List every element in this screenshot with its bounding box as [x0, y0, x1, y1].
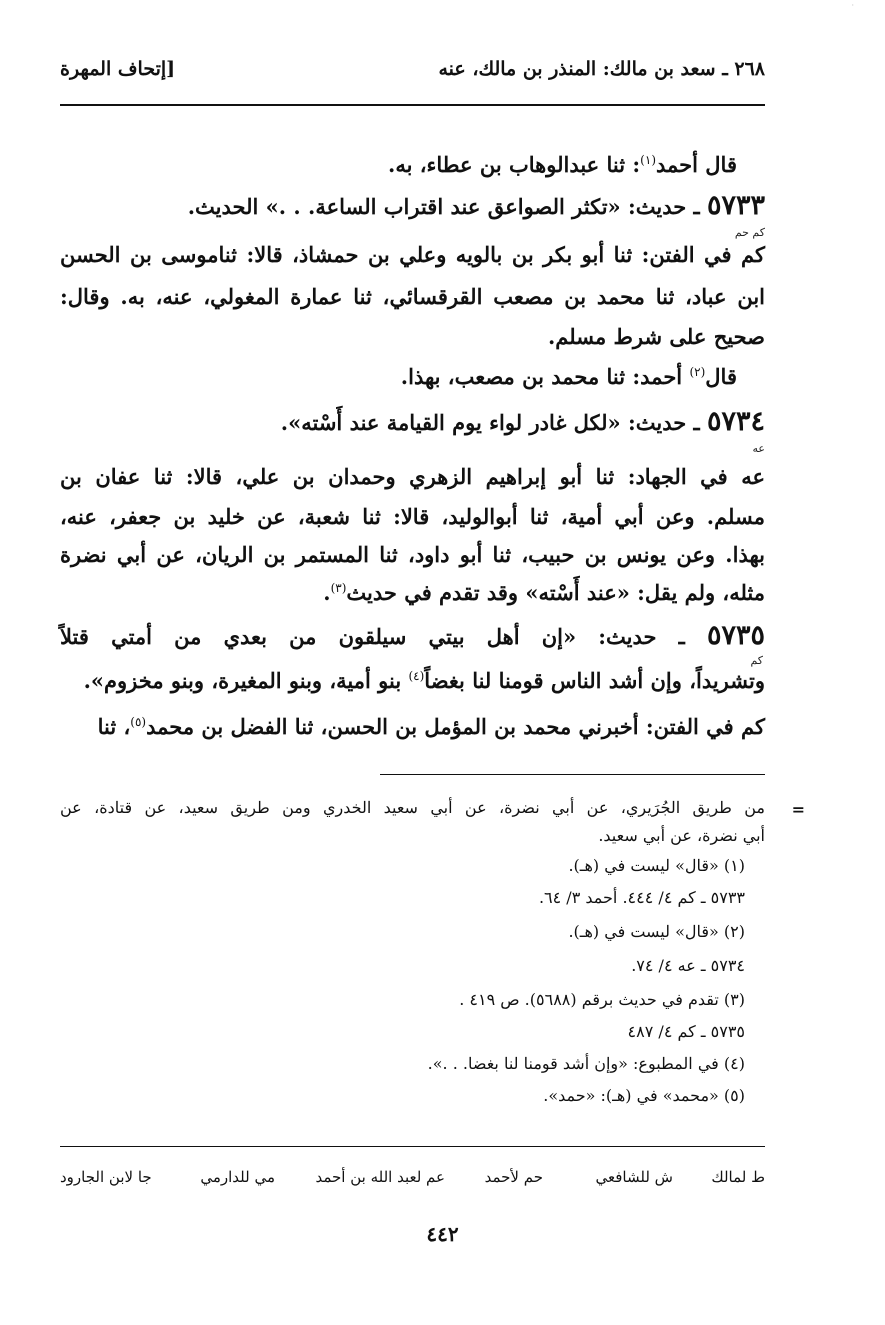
hadith-number: ٥٧٣٤: [706, 406, 765, 437]
text-line-8: عه في الجهاد: ثنا أبو إبراهيم الزهري وحمدان بن علي، قالا: ثنا عفان بن: [60, 464, 765, 489]
key-item: عم لعبد الله بن أحمد: [315, 1168, 445, 1186]
text-line-1: قال أحمد$^{(١)}$: ثنا عبدالوهاب بن عطاء، به.: [388, 152, 737, 177]
footnote-continued-1: من طريق الجُرَيري، عن أبي نضرة، عن أبي سعيد الخدري ومن طريق سعيد، عن قتادة، عن: [60, 798, 765, 817]
source-tag: كم: [750, 654, 763, 667]
footnote-ref-5734: ٥٧٣٤ ـ عه ٤/ ٧٤.: [631, 956, 745, 975]
text-line-9: مسلم. وعن أبي أمية، ثنا أبوالوليد، قالا: ثنا شعبة، عن خليد بن جعفر، عنه،: [60, 504, 765, 529]
hadith-heading-5733: ٥٧٣٣ ـ حديث: «تكثر الصواعق عند اقتراب الساعة. . .» الحديث.: [187, 190, 765, 221]
footnote-ref: (٤): [408, 669, 425, 683]
key-item: مي للدارمي: [200, 1168, 275, 1186]
footnote-rule: [380, 774, 765, 775]
page-number: ٤٤٢: [426, 1222, 459, 1246]
text-line-10: بهذا. وعن يونس بن حبيب، ثنا أبو داود، ثنا المستمر بن الريان، عن أبي نضرة: [60, 542, 765, 567]
hadith-number: ٥٧٣٥: [706, 620, 765, 651]
header-rule: [60, 104, 765, 106]
corner-mark: ·: [851, 1, 854, 10]
footnote-5: (٥) «محمد» في (هـ): «حمد».: [543, 1086, 745, 1105]
header-title: ٢٦٨ ـ سعد بن مالك: المنذر بن مالك، عنه: [438, 58, 765, 80]
text-line-13: وتشريداً، وإن أشد الناس قومنا لنا بغضاً$^{(٤)}$ بنو أمية، وبنو المغيرة، وبنو مخزوم».: [83, 668, 765, 693]
footnote-ref: (١): [640, 153, 656, 167]
text-line-4: ابن عباد، ثنا محمد بن مصعب القرقسائي، ثنا عمارة المغولي، عنه، به. وقال:: [60, 284, 765, 309]
key-item: ش للشافعي: [595, 1168, 673, 1186]
key-item: ط لمالك: [711, 1168, 765, 1186]
text-line-5: صحيح على شرط مسلم.: [547, 324, 765, 349]
footnote-ref: (٥): [130, 715, 147, 729]
text-line-11: مثله، ولم يقل: «عند أَسْته» وقد تقدم في حديث$^{(٣)}$.: [323, 580, 765, 605]
key-item: جا لابن الجارود: [60, 1168, 152, 1186]
hadith-number: ٥٧٣٣: [706, 190, 765, 221]
footnote-1: (١) «قال» ليست في (هـ).: [568, 856, 745, 875]
running-header: [60, 58, 765, 92]
footnote-4: (٤) في المطبوع: «وإن أشد قومنا لنا بغضا. . .».: [427, 1054, 745, 1073]
continuation-mark: =: [791, 800, 805, 819]
footnote-ref-5733: ٥٧٣٣ ـ كم ٤/ ٤٤٤. أحمد ٣/ ٦٤.: [538, 888, 745, 907]
text-line-14: كم في الفتن: أخبرني محمد بن المؤمل بن الحسن، ثنا الفضل بن محمد$^{(٥)}$، ثنا: [97, 714, 765, 739]
hadith-heading-5735: ٥٧٣٥ ـ حديث: «إن أهل بيتي سيلقون من بعدي من أمتي قتلاً: [60, 620, 765, 651]
footnote-ref: (٢): [689, 365, 706, 379]
text-line-6: قال$^{(٢)}$ أحمد: ثنا محمد بن مصعب، بهذا.: [400, 364, 737, 389]
source-tag: عه: [752, 442, 765, 455]
header-book-title: [إتحاف المهرة: [60, 58, 176, 80]
source-tag: كم حم: [734, 226, 765, 239]
footnote-ref-5735: ٥٧٣٥ ـ كم ٤/ ٤٨٧: [627, 1022, 745, 1041]
key-item: حم لأحمد: [484, 1168, 543, 1186]
footnote-2: (٢) «قال» ليست في (هـ).: [568, 922, 745, 941]
footnote-continued-2: أبي نضرة، عن أبي سعيد.: [598, 826, 765, 845]
hadith-heading-5734: ٥٧٣٤ ـ حديث: «لكل غادر لواء يوم القيامة عند أَسْته».: [280, 406, 765, 437]
footnote-ref: (٣): [330, 581, 347, 595]
text-line-3: كم في الفتن: ثنا أبو بكر بن بالويه وعلي بن حمشاذ، قالا: ثناموسى بن الحسن: [60, 242, 765, 267]
footnote-3: (٣) تقدم في حديث برقم (٥٦٨٨). ص ٤١٩ .: [459, 990, 745, 1009]
key-rule: [60, 1146, 765, 1147]
abbreviation-key: [60, 1168, 765, 1194]
